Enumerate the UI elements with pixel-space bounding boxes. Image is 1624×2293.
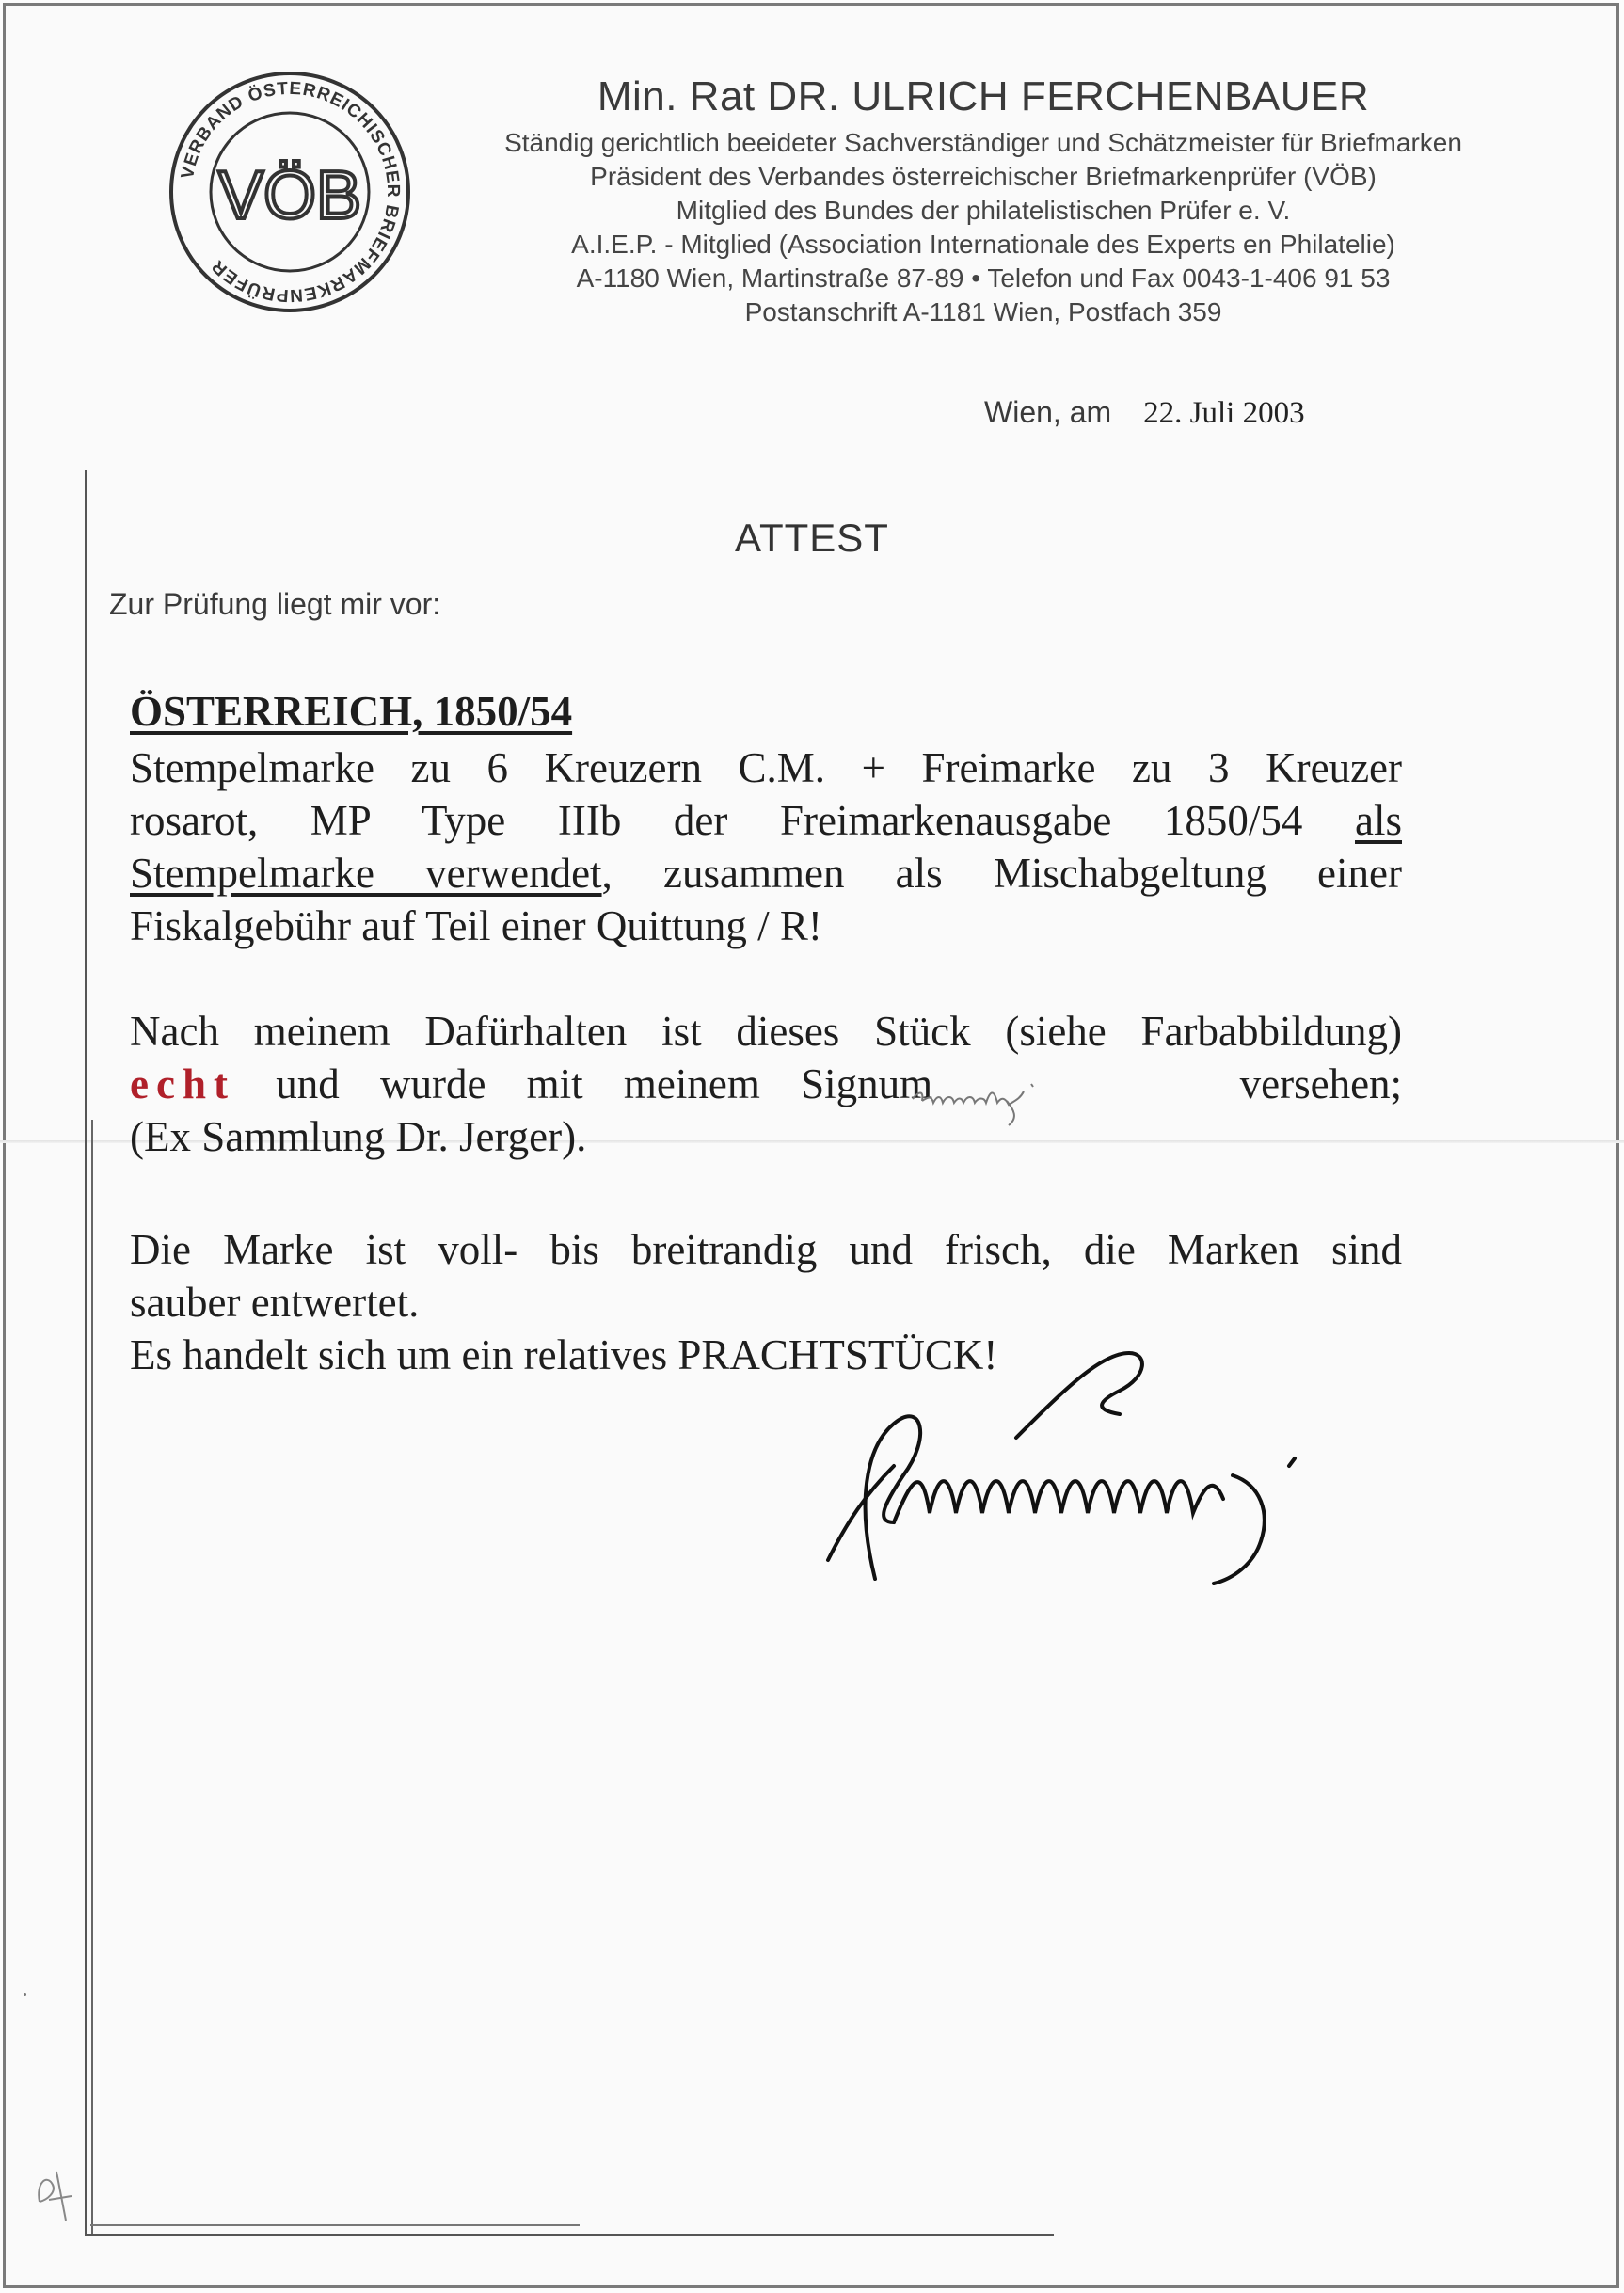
description-line-3-text: , zusammen als Mischabgeltung einer — [601, 850, 1402, 897]
opinion-line-3: (Ex Sammlung Dr. Jerger). — [130, 1113, 587, 1160]
description-line-3 — [130, 847, 1402, 900]
genuine-marker: echt — [130, 1060, 235, 1107]
expert-name: Min. Rat DR. ULRICH FERCHENBAUER — [597, 73, 1370, 119]
letterhead — [442, 73, 1524, 329]
condition-line-2: sauber entwertet. — [130, 1279, 420, 1326]
seal-center-text: VÖB — [217, 158, 362, 233]
opinion-line-2 — [130, 1058, 1402, 1110]
description-line-1: Stempelmarke zu 6 Kreuzern C.M. + Freimarke zu 3 Kreuzer — [130, 744, 1402, 791]
letterhead-line-2: Präsident des Verbandes österreichischer Briefmarkenprüfer (VÖB) — [590, 162, 1377, 191]
opinion-line-2-end: versehen; — [1239, 1060, 1403, 1107]
speck-mark — [24, 1993, 26, 1996]
letterhead-line-3: Mitglied des Bundes der philatelistischen Prüfer e. V. — [676, 196, 1291, 225]
description-line-4: Fiskalgebühr auf Teil einer Quittung / R! — [130, 902, 822, 949]
opinion-line-2-text: und wurde mit meinem Signum — [276, 1060, 933, 1107]
description-underlined-als: als — [1355, 797, 1402, 844]
date-value: 22. Juli 2003 — [1143, 396, 1305, 430]
letterhead-line-1: Ständig gerichtlich beeideter Sachverständiger und Schätzmeister für Briefmarken — [504, 128, 1462, 157]
margin-line-bottom — [85, 2234, 1054, 2236]
condition-line-1: Die Marke ist voll- bis breitrandig und frisch, die Marken sind — [130, 1226, 1402, 1273]
description-line-2 — [130, 794, 1402, 847]
condition-line-3: Es handelt sich um ein relatives PRACHTSTÜCK! — [130, 1331, 998, 1378]
letterhead-line-4: A.I.E.P. - Mitglied (Association Internationale des Experts en Philatelie) — [571, 230, 1395, 259]
description-line-2-text: rosarot, MP Type IIIb der Freimarkenausgabe 1850/54 — [130, 797, 1303, 844]
pencil-marking — [28, 2164, 85, 2230]
voeb-seal-logo — [166, 68, 414, 316]
description-underlined-usage: Stempelmarke verwendet — [130, 850, 602, 897]
letterhead-line-6: Postanschrift A-1181 Wien, Postfach 359 — [744, 297, 1222, 326]
description-paragraph — [130, 741, 1402, 952]
margin-line-bottom-inner — [90, 2224, 580, 2226]
margin-line-vertical-inner — [91, 1120, 93, 2235]
seal-ring-text: VERBAND ÖSTERREICHISCHER BRIEFMARKENPRÜFER — [177, 78, 404, 306]
document-title: ATTEST — [735, 516, 889, 560]
opinion-paragraph — [130, 1005, 1402, 1163]
handwritten-signature — [819, 1334, 1402, 1607]
date-place: Wien, am — [984, 395, 1112, 429]
signum-mark — [903, 1063, 1110, 1129]
intro-text: Zur Prüfung liegt mir vor: — [109, 587, 441, 621]
date-line — [984, 395, 1305, 431]
stamp-heading: ÖSTERREICH, 1850/54 — [130, 688, 573, 735]
margin-line-vertical — [85, 470, 87, 2235]
letterhead-line-5: A-1180 Wien, Martinstraße 87-89 • Telefon und Fax 0043-1-406 91 53 — [576, 263, 1391, 293]
opinion-line-1: Nach meinem Dafürhalten ist dieses Stück (siehe Farbabbildung) — [130, 1008, 1402, 1055]
